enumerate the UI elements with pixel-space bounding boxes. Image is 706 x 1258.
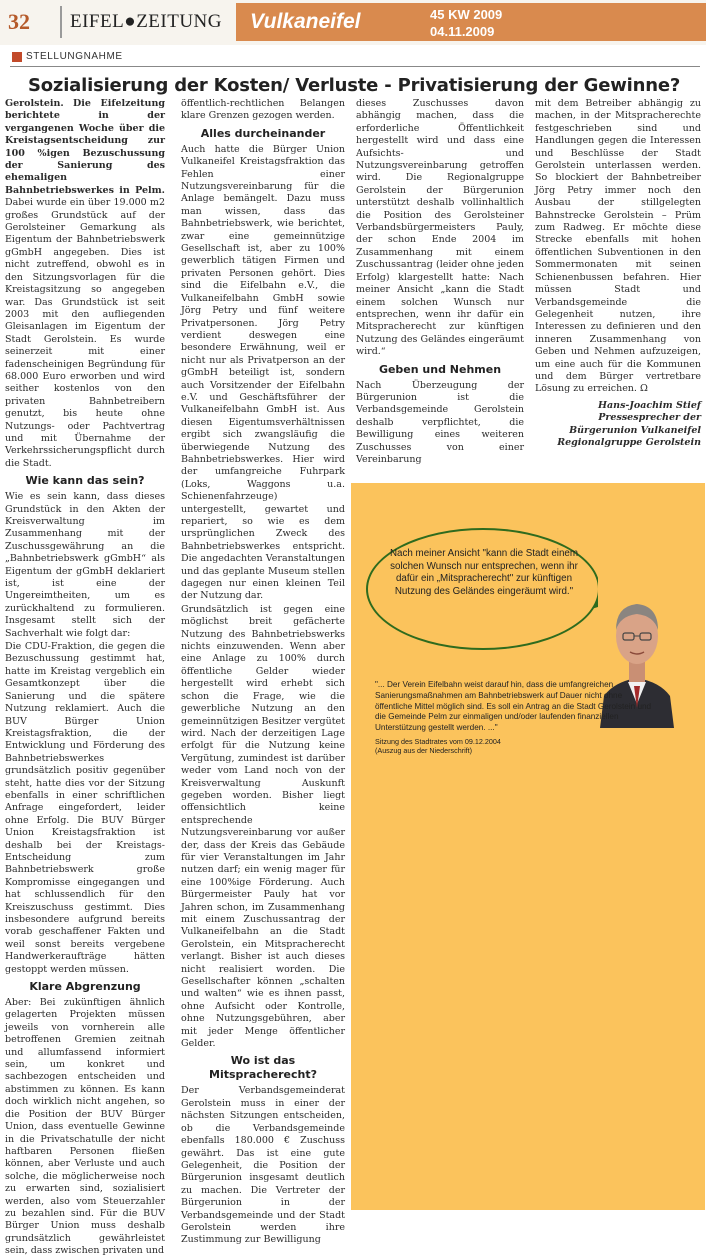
quote-source-line: Sitzung des Stadtrates vom 09.12.2004 (375, 737, 501, 746)
issue-date: 04.11.2009 (430, 24, 495, 39)
article-column-2 (181, 98, 345, 1246)
subheading: Alles durcheinander (200, 126, 326, 140)
article-column-3 (356, 98, 524, 473)
paragraph: Aber: Bei zukünftigen ähnlich gelagerten Projekten müssen jeweils von vornherein alle betroffenen Gremien zeitnah und allumfassend informiert sein, um konkret und sachbezogen entscheiden und abstimmen zu können. Es kann doch wirklich nicht angehen, so die Position der BUV Bürger Union, dass eventuelle Gewinne in die Privatschatulle der nicht haftbaren Personen fließen können, aber Verluste und auch solche, die möglicherweise noch zu erwarten sind, sozialisiert werden, also vom Steuerzahler zu bezahlen sind. Für die BUV Bürger Union muss deshalb grundsätzlich gewährleistet sein, dass zwischen privaten und (5, 997, 165, 1257)
paragraph: Der Verbandsgemeinderat Gerolstein muss in einer der nächsten Sitzungen entscheiden, ob die Verbandsgemeinde ebenfalls 180.000 € Zuschuss gewährt. Das ist eine gute Gelegenheit, die Position der Bürgerunion insgesamt deutlich zu machen. Die Vertreter der Bürgerunion in der Verbandsgemeinde und der Stadt Gerolstein werden ihre Zustimmung zur Bewilligung (181, 1085, 345, 1246)
paragraph: Grundsätzlich ist gegen eine möglichst breit gefächerte Nutzung des Bahnbetriebswerks nichts einzuwenden. Wenn aber eine Anlage zu 100% durch öffentliche Gelder wieder hergestellt wird erhebt sich schon die Frage, wie die gewerbliche Nutzung an den gemeinnützigen Besitzer vergütet wird. Nach der derzeitigen Lage erfolgt für die Nutzung keine Vergütung, zumindest ist darüber weder vom Land noch von der Kreisverwaltung Auskunft gegeben worden. Bisher liegt offensichtlich keine entsprechende Nutzungsvereinbarung vor außer der, dass der Kreis das Gebäude für vier Veranstaltungen im Jahr nutzen darf; ein wenig mager für eine 100%ige Förderung. Auch Bürgermeister Pauly hat vor Jahren schon, im Zusammenhang mit einem Zuschussantrag der Vulkaneifelbahn an die Stadt Gerolstein, ein Mitspracherecht verlangt. Bisher ist auch dieses nicht realisiert worden. Die Gesellschafter können „schalten und walten“ wie es ihnen passt, ohne Aufsicht oder Kontrolle, ohne Nutzungsgebühren, aber mit jeder Menge öffentlicher Gelder. (181, 603, 345, 1050)
article-column-4 (535, 98, 701, 473)
quote-source (375, 737, 575, 757)
paragraph: mit dem Betreiber abhängig zu machen, in der Mitspracherechte festgeschrieben sind und Handlungen gegen die Interessen und Beschlüsse der Stadt Gerolstein unterlassen werden. So blockiert der Bahnbetreiber Jörg Petry immer noch den Ausbau der stillgelegten Bahnstrecke Gerolstein – Prüm zum Radweg. Er möchte diese Strecke ebenfalls mit hohen öffentlichen Subventionen in den Sommermonaten mit seinen Schienenbussen befahren. Hier müssen Stadt und Verbandsgemeinde die Gelegenheit nutzen, ihre Interessen zu definieren und den inneren Zusammenhang von Geben und Nehmen aufzuzeigen, um eine auch für die Kommunen und dem Bürger vertretbare Lösung zu erreichen. Ω (535, 98, 701, 395)
paragraph: dieses Zuschusses davon abhängig machen, dass die erforderliche Öffentlichkeit hergestellt wird und dass eine Aufsichts- und Nutzungsvereinbarung getroffen wird. Die Regionalgruppe Gerolstein der Bürgerunion unterstützt deshalb vollinhaltlich die Position des Gerolsteiner Verbandsbürgermeisters Pauly, der schon Ende 2004 im Zusammenhang mit einem Zuschussantrag (leider ohne jeden Erfolg) klargestellt hatte: Nach meiner Ansicht „kann die Stadt einem solchen Wunsch nur entsprechen, wenn ihr dafür ein Mitspracherecht zur künftigen Nutzung des Geländes eingeräumt wird.“ (356, 98, 524, 358)
paragraph: Die CDU-Fraktion, die gegen die Bezuschussung gestimmt hat, hatte im Kreistag vergeblich ein Gesamtkonzept über die Sanierung und die spätere Nutzung reklamiert. Auch die BUV Bürger Union Kreistagsfraktion, die der Entwicklung und Förderung des Bahnbetriebswerkes grundsätzlich positiv gegenüber steht, hatte dies vor der Sitzung ebenfalls in einer schriftlichen Anfrage eingefordert, leider ohne Erfolg. Die BUV Bürger Union Kreistagsfraktion ist deshalb bei der Kreistags-Entscheidung zum Bahnbetriebswerk große Kompromisse eingegangen und hat schlussendlich für den Kreiszuschuss gestimmt. Dies insbesondere aufgrund bereits vorab geschaffener Fakten und weil sonst bereits vergebene Handwerkeraufträge hätten gestoppt werden müssen. (5, 641, 165, 975)
lead-paragraph (5, 98, 165, 470)
author-role: Pressesprecher der Bürgerunion Vulkaneifel Regionalgruppe Gerolstein (557, 412, 701, 448)
calendar-week: 45 KW 2009 (430, 7, 503, 22)
rubric-marker-icon (12, 52, 22, 62)
paragraph: Dabei wurde ein über 19.000 m2 großes Grundstück auf der Gerolsteiner Gemarkung als Eigentum der Bahnbetriebswerk gGmbH angegeben. Dies ist nicht zutreffend, obwohl es in den Sitzungsvorlagen für die Kreistagsitzung so angegeben war. Das Grundstück ist seit 2003 mit den aufliegenden Gleisanlagen im Eigentum der Stadt Gerolstein. Es wurde seinerzeit mit einer fadenscheinigen Begründung für 68.000 Euro erworben und wird seither kostenlos von den privaten Bahnbetreibern genutzt, bis heute ohne Nutzungs- oder Pachtvertrag und mit Übernahme der Verkehrssicherungspflicht durch die Stadt. (5, 197, 165, 469)
subheading: Wo ist das Mitspracherecht? (209, 1054, 317, 1082)
newspaper-name: EIFEL●ZEITUNG (70, 11, 222, 32)
speech-bubble-text: Nach meiner Ansicht "kann die Stadt einem solchen Wunsch nur entsprechen, wenn ihr dafür ein „Mitspracherecht" zur künftigen Nutzung des Geländes eingeräumt wird." (389, 548, 579, 597)
paragraph: öffentlich-rechtlichen Belangen klare Grenzen gezogen werden. (181, 98, 345, 122)
rubric-label: STELLUNGNAHME (26, 51, 123, 62)
subheading: Klare Abgrenzung (29, 980, 141, 994)
quote-source-note: (Auszug aus der Niederschrift) (375, 746, 473, 755)
paragraph: Wie es sein kann, dass dieses Grundstück in den Akten der Kreisverwaltung im Zusammenhang mit der Zuschussgewährung an die „Bahnbetriebswerk gGmbH“ als Eigentum der gGmbH deklariert ist, ist eine der Ungereimtheiten, um es zurückhaltend zu formulieren. Insgesamt stellt sich der Sachverhalt wie folgt dar: (5, 491, 165, 639)
subheading: Geben und Nehmen (378, 362, 502, 376)
council-quote: "... Der Verein Eifelbahn weist darauf hin, dass die umfangreichen Sanierungsmaßnahmen am Bahnbetriebswerk auf Dauer nicht ohne öffentliche Mittel möglich sind. Es soll ein Antrag an die Stadt Gerolstein und die Gemeinde Pelm zur einmaligen und/oder laufenden finanziellen Unterstützung gestellt werden. ..." (375, 680, 652, 733)
dateline: Gerolstein. (5, 98, 64, 109)
lead-text: Die Eifelzeitung berichtete in der vergangenen Woche über die Kreistagsentscheidung zur 100 %igen Bezuschussung der Sanierung des ehemaligen Bahnbetriebswerkes in Pelm. (5, 98, 165, 196)
article-column-1 (5, 98, 165, 1257)
masthead-divider (60, 6, 62, 38)
author-name: Hans-Joachim Stief (598, 399, 701, 411)
subheading: Wie kann das sein? (25, 474, 145, 488)
paragraph: Nach Überzeugung der Bürgerunion ist die Verbandsgemeinde Gerolstein deshalb verpflichtet, die Bewilligung eines weiteren Zuschusses von einer Vereinbarung (356, 379, 524, 465)
article-headline: Sozialisierung der Kosten/ Verluste - Privatisierung der Gewinne? (28, 75, 681, 96)
page-number: 32 (8, 9, 30, 34)
paragraph: Auch hatte die Bürger Union Vulkaneifel Kreistagsfraktion das Fehlen einer Nutzungsvereinbarung für die Anlage bemängelt. Dazu muss man wissen, dass das Bahnbetriebswerk, wie berichtet, zwar eine gemeinnützige Gesellschaft ist, aber zu 100% gewerblich tätigen Firmen und privaten Personen gehört. Dies sind die Eifelbahn e.V., die Vulkaneifelbahn GmbH sowie Jörg Petry und fünf weitere Privatpersonen. Jörg Petry verdient deswegen eine besondere Erwähnung, weil er nicht nur als Privatperson an der gGmbH beteiligt ist, sondern auch Vorsitzender der Eifelbahn e.V. und Geschäftsführer der Vulkaneifelbahn GmbH ist. Aus diesen Eigentumsverhältnissen ergibt sich zwangsläufig die überwiegende Nutzung des Bahnbetriebswerkes. Hier wird der umfangreiche Fuhrpark (Loks, Waggons u.a. Schienenfahrzeuge) untergestellt, gewartet und repariert, so wie es dem ursprünglichen Zweck des Bahnbetriebswerkes entspricht. Die angedachten Veranstaltungen und das geplante Museum stellen dagegen nur einen kleinen Teil der Nutzung dar. (181, 143, 345, 602)
region-name: Vulkaneifel (250, 10, 361, 33)
rubric-divider (10, 66, 700, 67)
